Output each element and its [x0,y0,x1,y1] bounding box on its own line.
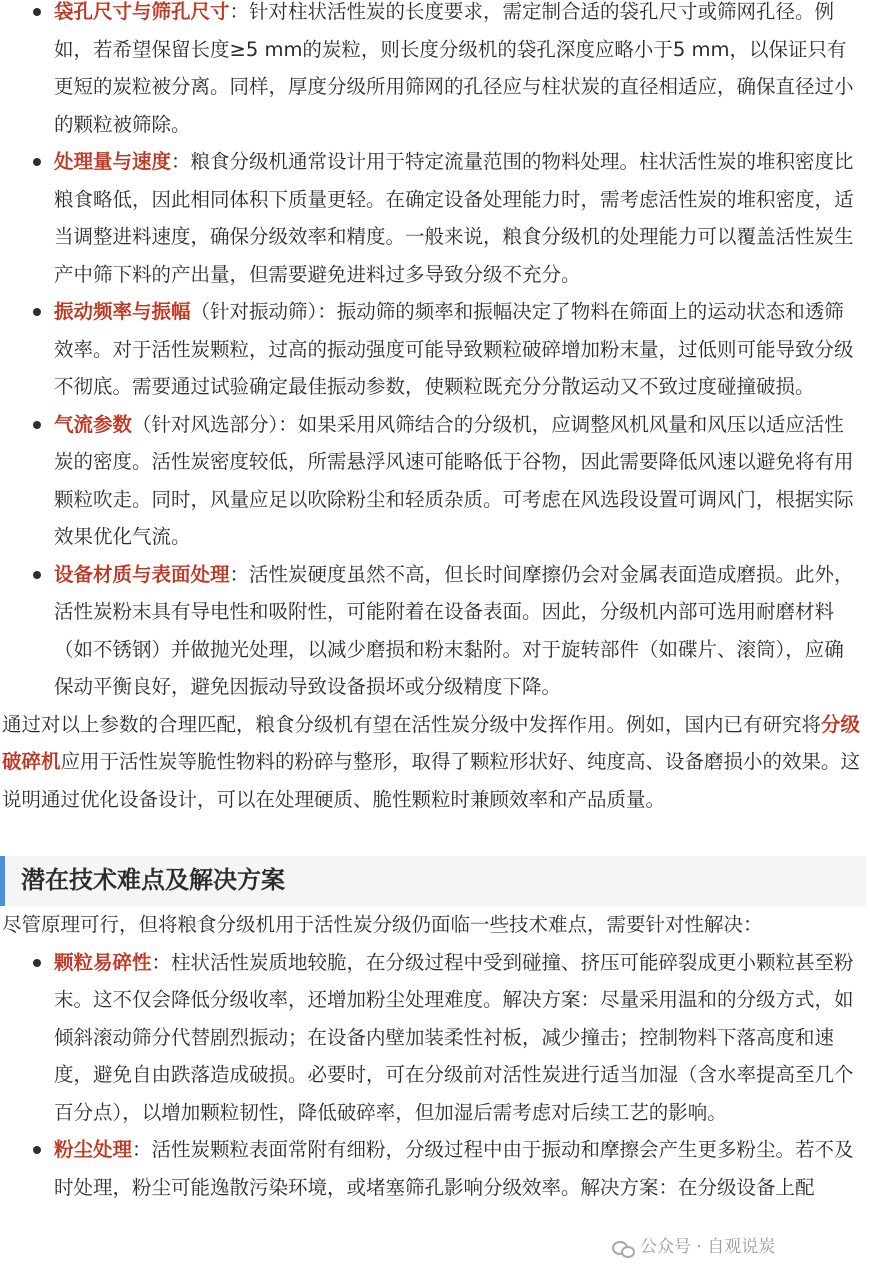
watermark [608,1234,779,1262]
list-item [54,1131,866,1206]
intro-paragraph: 尽管原理可行，但将粮食分级机用于活性炭分级仍面临一些技术难点，需要针对性解决： [2,913,763,936]
difficulty-list [0,944,866,1207]
paragraph-text: 应用于活性炭等脆性物料的粉碎与整形，取得了颗粒形状好、纯度高、设备磨损小的效果。这说明通过优化设备设计，可以在处理硬质、脆性颗粒时兼顾效率和产品质量。 [2,750,861,811]
list-item-text: ：针对柱状活性炭的长度要求，需定制合适的袋孔尺寸或筛网孔径。例如，若希望保留长度≥5 mm的炭粒，则长度分级机的袋孔深度应略小于5 mm，以保证只有更短的炭粒被分离。同样，厚度分级所用筛网的孔径应与柱状炭的直径相适应，确保直径过小的颗粒被筛除。 [54,0,854,136]
list-item-text: ：活性炭硬度虽然不高，但长时间摩擦仍会对金属表面造成磨损。此外，活性炭粉末具有导电性和吸附性，可能附着在设备表面。因此，分级机内部可选用耐磨材料（如不锈钢）并做抛光处理，以减少磨损和粉末黏附。对于旋转部件（如碟片、滚筒），应确保动平衡良好，避免因振动导致设备损坏或分级精度下降。 [54,562,854,698]
list-item [54,406,866,556]
list-item-term: 粉尘处理 [54,1138,133,1161]
list-item-text: （针对振动筛）：振动筛的频率和振幅决定了物料在筛面上的运动状态和透筛效率。对于活性炭颗粒，过高的振动强度可能导致颗粒破碎增加粉末量，过低则可能导致分级不彻底。需要通过试验确定最佳振动参数，使颗粒既充分分散运动又不致过度碰撞破损。 [54,300,854,398]
list-item [54,556,866,706]
section-heading: 潜在技术难点及解决方案 [0,856,866,906]
list-item-term: 袋孔尺寸与筛孔尺寸 [54,0,230,23]
wechat-icon [612,1239,634,1257]
highlight-term: 分级破碎机 [2,712,861,773]
list-item [54,293,866,406]
list-item-term: 气流参数 [54,412,133,436]
list-item-term: 设备材质与表面处理 [54,562,230,586]
list-item-text: ：柱状活性炭质地较脆，在分级过程中受到碰撞、挤压可能碎裂成更小颗粒甚至粉末。这不仅会降低分级收率，还增加粉尘处理难度。解决方案：尽量采用温和的分级方式，如倾斜滚动筛分代替剧烈振动；在设备内壁加装柔性衬板，减少撞击；控制物料下落高度和速度，避免自由跌落造成破损。必要时，可在分级前对活性炭进行适当加湿（含水率提高至几个百分点），以增加颗粒韧性，降低破碎率，但加湿后需考虑对后续工艺的影响。 [54,950,854,1124]
list-item [54,0,866,143]
paragraph-text: 通过对以上参数的合理匹配，粮食分级机有望在活性炭分级中发挥作用。例如，国内已有研究将 [2,712,822,736]
list-item-term: 振动频率与振幅 [54,300,191,323]
list-item-text: ：粮食分级机通常设计用于特定流量范围的物料处理。柱状活性炭的堆积密度比粮食略低，因此相同体积下质量更轻。在确定设备处理能力时，需考虑活性炭的堆积密度，适当调整进料速度，确保分级效率和精度。一般来说，粮食分级机的处理能力可以覆盖活性炭生产中筛下料的产出量，但需要避免进料过多导致分级不充分。 [54,150,854,286]
list-item [54,143,866,293]
list-item-term: 处理量与速度 [54,150,172,173]
summary-paragraph [0,706,866,819]
list-item-text: （针对风选部分）：如果采用风筛结合的分级机，应调整风机风量和风压以适应活性炭的密度。活性炭密度较低，所需悬浮风速可能略低于谷物，因此需要降低风速以避免将有用颗粒吹走。同时，风量应足以吹除粉尘和轻质杂质。可考虑在风选段设置可调风门，根据实际效果优化气流。 [54,412,854,548]
watermark-text: 公众号 · 自观说炭 [640,1237,776,1258]
list-item-term: 颗粒易碎性 [54,950,152,974]
list-item-text: ：活性炭颗粒表面常附有细粉，分级过程中由于振动和摩擦会产生更多粉尘。若不及时处理，粉尘可能逸散污染环境，或堵塞筛孔影响分级效率。解决方案：在分级设备上配 [54,1138,854,1199]
list-item [54,944,866,1132]
